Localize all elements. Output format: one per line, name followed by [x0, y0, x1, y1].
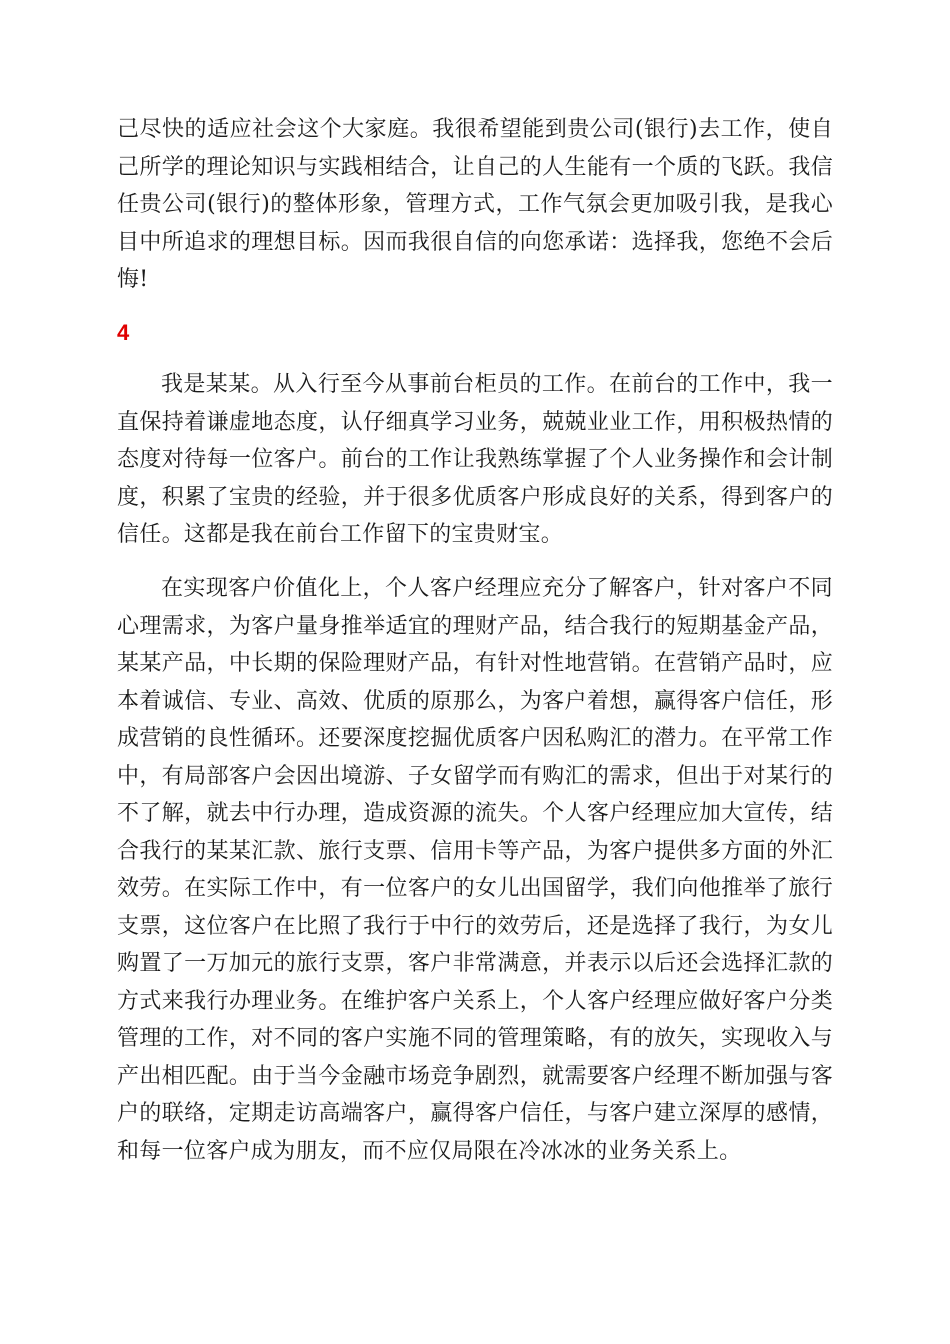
paragraph-line: 中，有局部客户会因出境游、子女留学而有购汇的需求，但出于对某行的 — [117, 763, 833, 789]
paragraph-customer-value — [117, 570, 833, 1170]
paragraph-line: 信任。这都是我在前台工作留下的宝贵财宝。 — [117, 522, 564, 547]
paragraph-line: 和每一位客户成为朋友，而不应仅局限在冷冰冰的业务关系上。 — [117, 1138, 742, 1164]
paragraph-line: 己尽快的适应社会这个大家庭。我很希望能到贵公司(银行)去工作，使自 — [117, 117, 833, 142]
paragraph-line: 不了解，就去中行办理，造成资源的流失。个人客户经理应加大宣传，结 — [117, 801, 833, 826]
paragraph-line: 成营销的良性循环。还要深度挖掘优质客户因私购汇的潜力。在平常工作 — [117, 726, 833, 751]
paragraph-line: 某某产品，中长期的保险理财产品，有针对性地营销。在营销产品时，应 — [117, 651, 833, 676]
paragraph-line: 悔! — [117, 267, 149, 292]
paragraph-line: 己所学的理论知识与实践相结合，让自己的人生能有一个质的飞跃。我信 — [117, 154, 833, 180]
paragraph-line: 管理的工作，对不同的客户实施不同的管理策略，有的放矢，实现收入与 — [117, 1026, 833, 1051]
paragraph-line: 任贵公司(银行)的整体形象，管理方式，工作气氛会更加吸引我，是我心 — [117, 192, 833, 217]
paragraph-line: 合我行的某某汇款、旅行支票、信用卡等产品，为客户提供多方面的外汇 — [117, 838, 833, 864]
paragraph-line: 目中所追求的理想目标。因而我很自信的向您承诺：选择我，您绝不会后 — [117, 229, 833, 255]
paragraph-line: 效劳。在实际工作中，有一位客户的女儿出国留学，我们向他推举了旅行 — [117, 876, 833, 901]
paragraph-line: 购置了一万加元的旅行支票，客户非常满意，并表示以后还会选择汇款的 — [117, 951, 833, 976]
paragraph-line: 我是某某。从入行至今从事前台柜员的工作。在前台的工作中，我一 — [161, 372, 833, 397]
paragraph-line: 支票，这位客户在比照了我行于中行的效劳后，还是选择了我行，为女儿 — [117, 913, 833, 939]
paragraph-line: 产出相匹配。由于当今金融市场竞争剧烈，就需要客户经理不断加强与客 — [117, 1063, 833, 1089]
paragraph-line: 直保持着谦虚地态度，认仔细真学习业务，兢兢业业工作，用积极热情的 — [117, 409, 833, 435]
paragraph-self-introduction — [117, 366, 833, 554]
paragraph-line: 在实现客户价值化上，个人客户经理应充分了解客户，针对客户不同 — [161, 576, 833, 601]
continued-paragraph — [117, 111, 833, 299]
paragraph-line: 度，积累了宝贵的经验，并于很多优质客户形成良好的关系，得到客户的 — [117, 484, 833, 510]
paragraph-line: 心理需求，为客户量身推举适宜的理财产品，结合我行的短期基金产品， — [117, 613, 833, 639]
paragraph-line: 态度对待每一位客户。前台的工作让我熟练掌握了个人业务操作和会计制 — [117, 447, 833, 472]
paragraph-line: 本着诚信、专业、高效、优质的原那么，为客户着想，赢得客户信任，形 — [117, 688, 833, 714]
paragraph-line: 方式来我行办理业务。在维护客户关系上，个人客户经理应做好客户分类 — [117, 988, 833, 1014]
section-number: 4 — [117, 320, 130, 345]
paragraph-line: 户的联络，定期走访高端客户，赢得客户信任，与客户建立深厚的感情， — [117, 1101, 833, 1126]
